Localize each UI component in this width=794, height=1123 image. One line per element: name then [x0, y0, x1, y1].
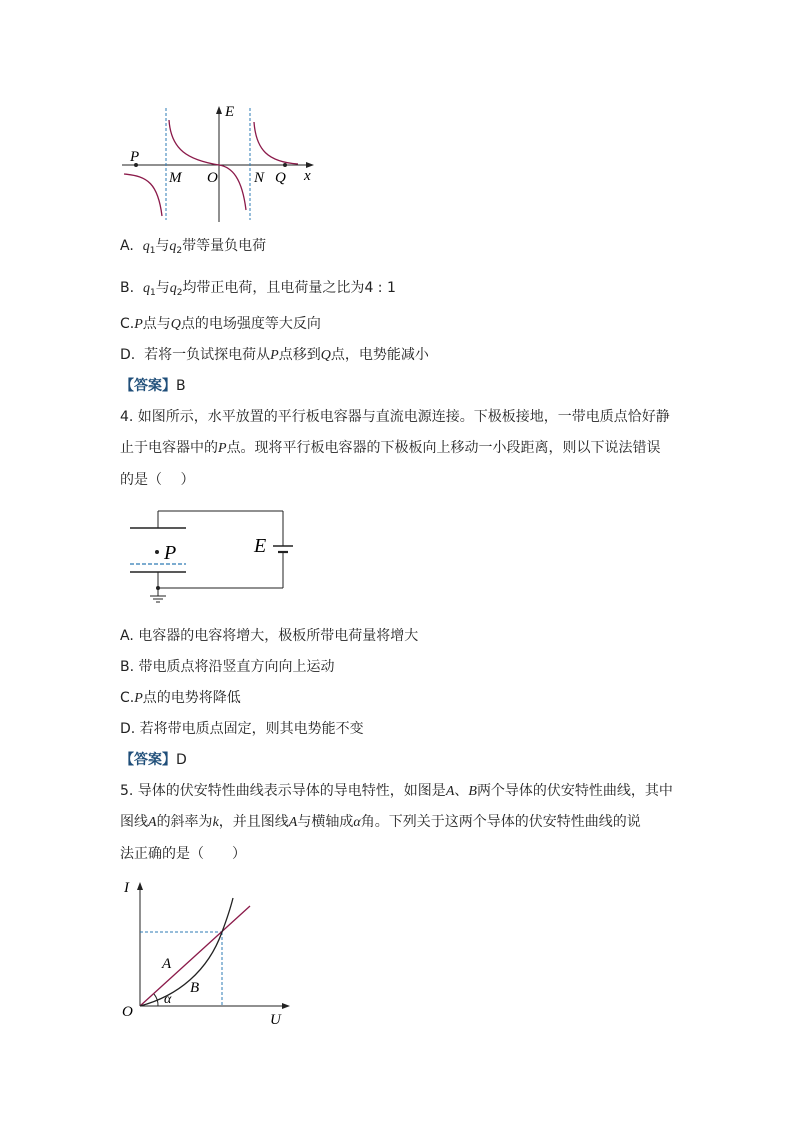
- point-p-label: P: [164, 542, 177, 564]
- i-axis-label: I: [124, 880, 129, 896]
- q3-option-b: B. $q_1$与$q_2$均带正电荷，且电荷量之比为4 : 1: [120, 280, 396, 298]
- q4-option-a: A. 电容器的电容将增大，极板所带电荷量将增大: [120, 628, 419, 644]
- q4-stem-line1: 4. 如图所示，水平放置的平行板电容器与直流电源连接。下极板接地，一带电质点恰好静: [120, 409, 670, 425]
- e-axis-label: E: [225, 104, 235, 120]
- q3-option-a: A. $q_1$与$q_2$带等量负电荷: [120, 238, 267, 256]
- origin-o-label: O: [122, 1004, 133, 1020]
- curve-b-label: B: [190, 980, 200, 996]
- q4-stem-line2: 止于电容器中的P点。现将平行板电容器的下极板向上移动一小段距离，则以下说法错误: [120, 440, 661, 456]
- point-m-label: M: [169, 170, 182, 186]
- x-axis-label: x: [304, 168, 311, 184]
- q4-option-b: B. 带电质点将沿竖直方向向上运动: [120, 659, 335, 675]
- curve-left-of-m: [124, 174, 162, 216]
- line-a-label: A: [162, 956, 172, 972]
- curve-between-m-n-lower: [219, 165, 246, 210]
- electric-field-graph: [118, 100, 328, 225]
- q4-option-c: C.P点的电势将降低: [120, 690, 241, 706]
- q5-stem-line3: 法正确的是（ ）: [120, 846, 246, 862]
- q5-stem-line1: 5. 导体的伏安特性曲线表示导体的导电特性，如图是A、B两个导体的伏安特性曲线，其中: [120, 783, 673, 799]
- curve-right-of-n: [254, 122, 298, 164]
- q3-answer: 【答案】B: [120, 378, 186, 394]
- q4-answer: 【答案】D: [120, 752, 187, 768]
- point-q-label: Q: [275, 170, 286, 186]
- q4-option-d: D. 若将带电质点固定，则其电势能不变: [120, 721, 364, 737]
- iu-characteristic-graph: [118, 876, 298, 1026]
- u-axis-label: U: [270, 1012, 281, 1026]
- battery-e-label: E: [254, 535, 267, 557]
- q3-option-c: C.P点与Q点的电场强度等大反向: [120, 316, 321, 332]
- capacitor-circuit-diagram: [126, 506, 306, 611]
- q4-stem-line3: 的是（ ）: [120, 472, 195, 488]
- q5-stem-line2: 图线A的斜率为k，并且图线A与横轴成α角。下列关于这两个导体的伏安特性曲线的说: [120, 814, 641, 830]
- q3-option-d: D. 若将一负试探电荷从P点移到Q点，电势能减小: [120, 347, 429, 363]
- curve-between-m-n-upper: [169, 120, 219, 165]
- curve-b: [140, 898, 233, 1006]
- point-n-label: N: [254, 170, 265, 186]
- point-p-label: P: [130, 149, 140, 165]
- angle-alpha-label: α: [164, 992, 172, 1007]
- origin-o-label: O: [207, 170, 218, 186]
